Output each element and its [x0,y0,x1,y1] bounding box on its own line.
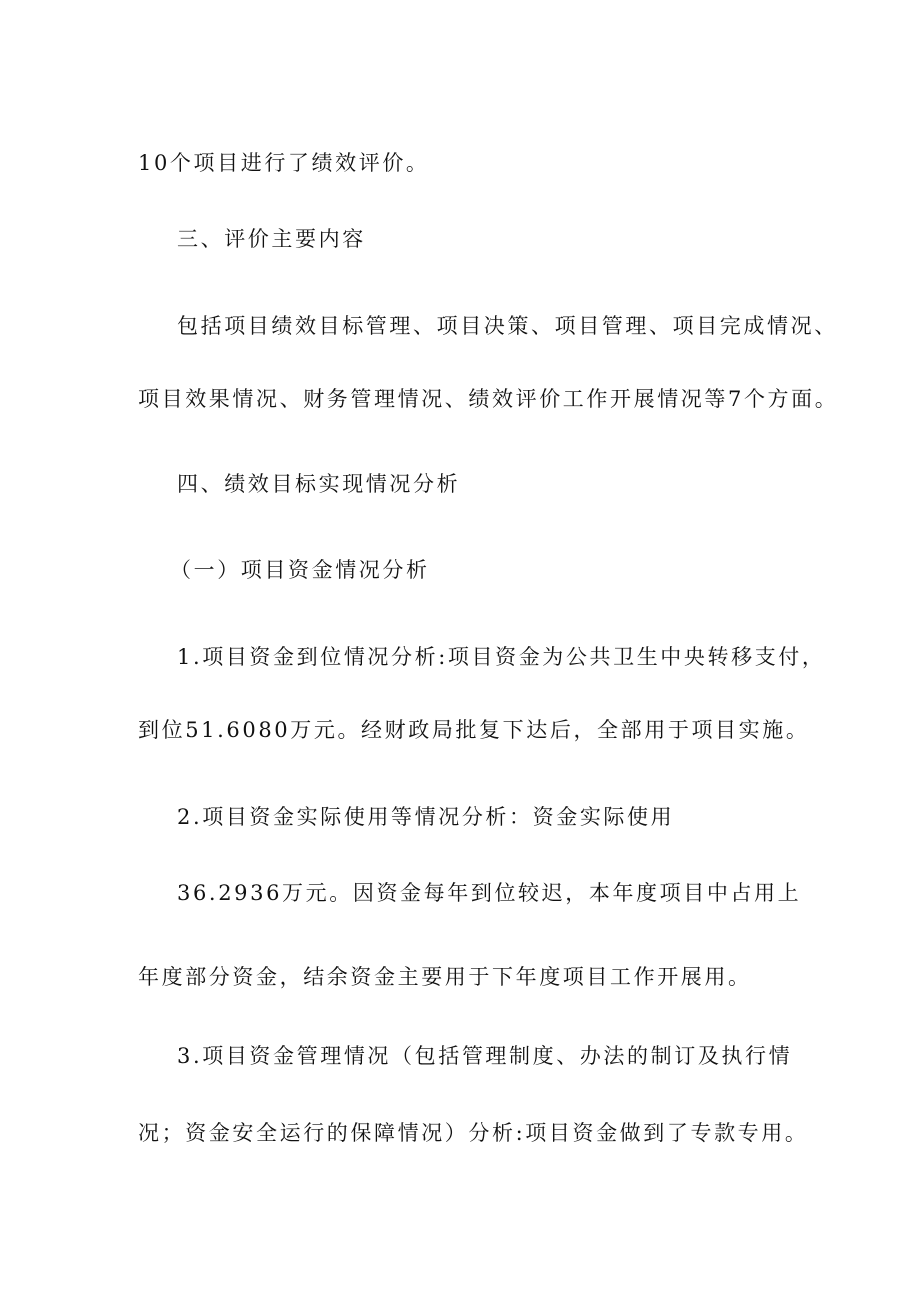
subsection-heading: （一）项目资金情况分析 [170,558,430,582]
paragraph-line: 况；资金安全运行的保障情况）分析:项目资金做到了专款专用。 [138,1121,809,1145]
paragraph-line: 3.项目资金管理情况（包括管理制度、办法的制订及执行情 [177,1044,793,1068]
paragraph-line: 10个项目进行了绩效评价。 [138,151,430,175]
paragraph-line: 年度部分资金，结余资金主要用于下年度项目工作开展用。 [138,965,752,989]
section-heading: 三、评价主要内容 [177,227,366,251]
section-heading: 四、绩效目标实现情况分析 [177,472,461,496]
paragraph-line: 到位51.6080万元。经财政局批复下达后，全部用于项目实施。 [138,718,810,742]
paragraph-line: 1.项目资金到位情况分析:项目资金为公共卫生中央转移支付， [177,645,826,669]
paragraph-line: 项目效果情况、财务管理情况、绩效评价工作开展情况等7个方面。 [138,387,839,411]
paragraph-line: 2.项目资金实际使用等情况分析：资金实际使用 [177,805,675,829]
paragraph-line: 36.2936万元。因资金每年到位较迟，本年度项目中占用上 [177,881,802,905]
paragraph-line: 包括项目绩效目标管理、项目决策、项目管理、项目完成情况、 [177,314,838,338]
